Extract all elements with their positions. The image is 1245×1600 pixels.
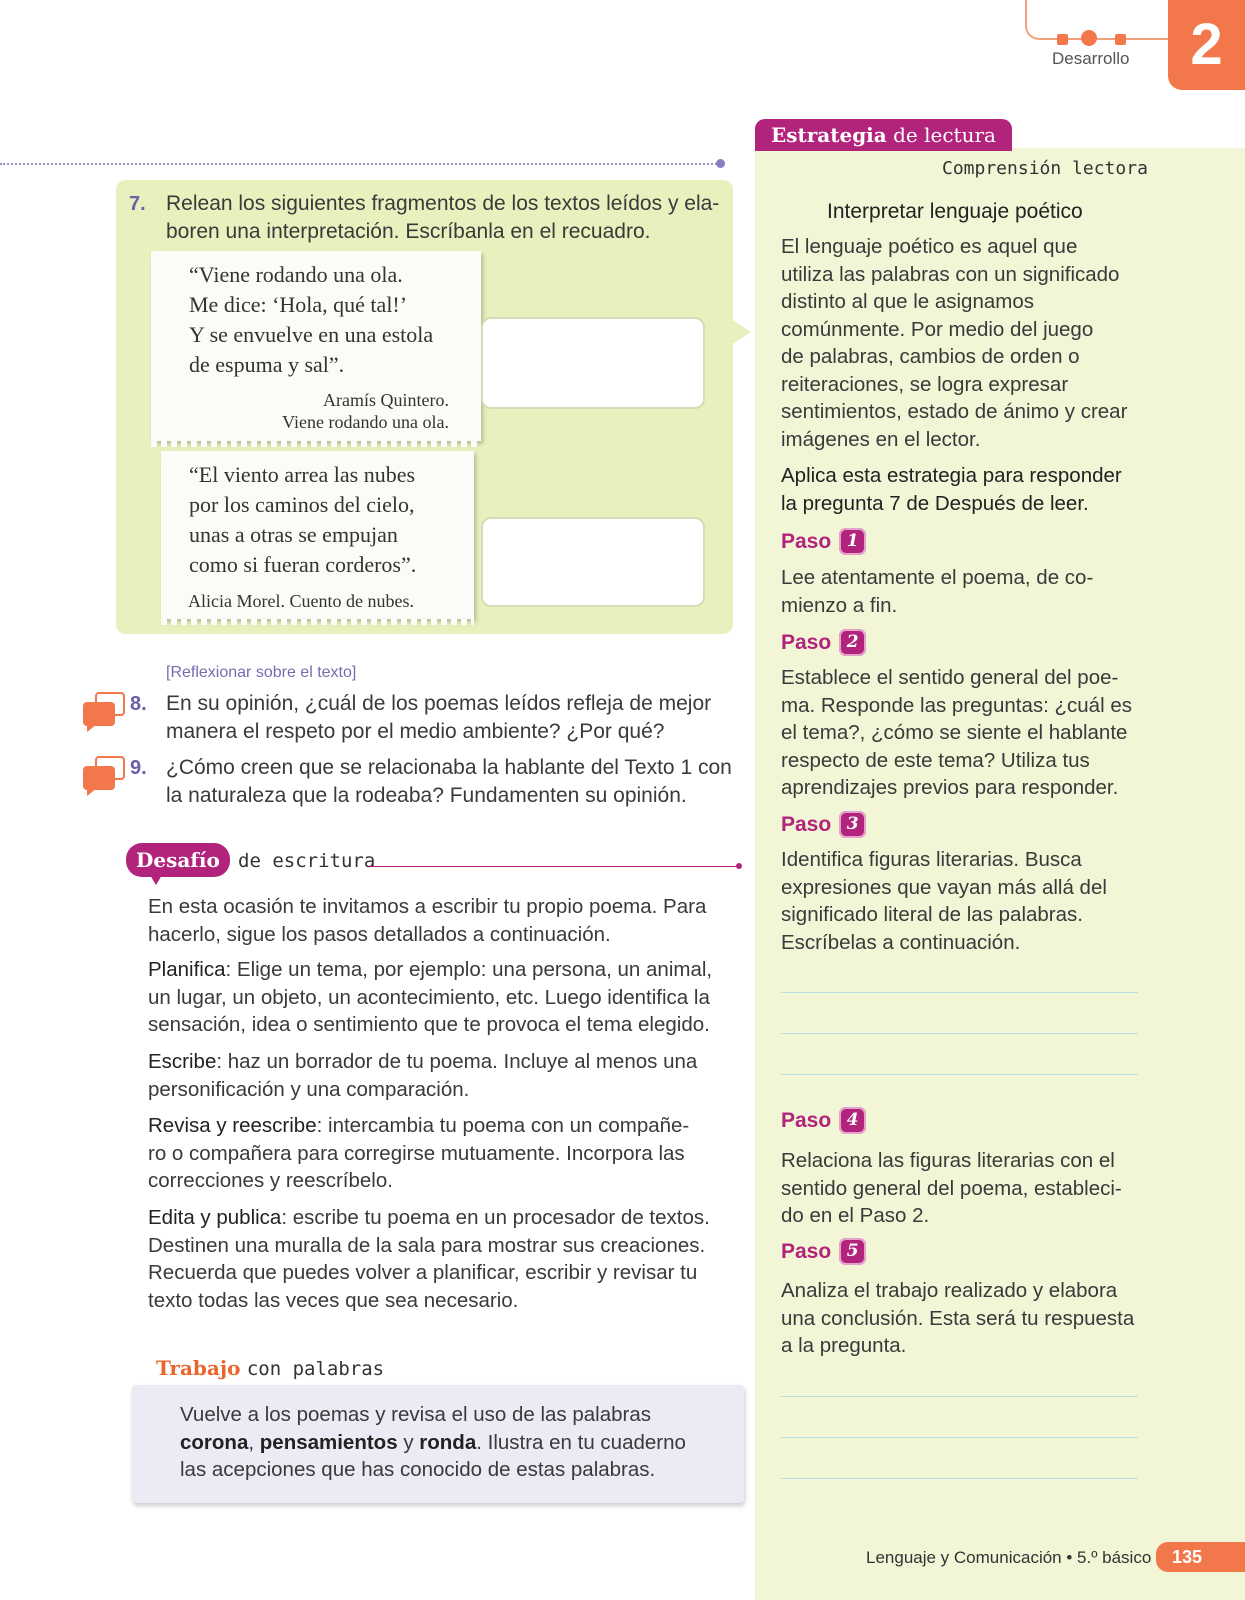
trabajo-text <box>180 1401 720 1484</box>
text-line: reiteraciones, se logra expresar <box>781 372 1069 396</box>
text-line: mienzo a fin. <box>781 593 898 617</box>
bubble-front <box>83 766 115 790</box>
separator: y <box>397 1430 420 1454</box>
step-keyword: Escribe <box>148 1050 217 1073</box>
interpretation-answer-box-1[interactable] <box>481 317 705 409</box>
text-line: El lenguaje poético es aquel que <box>781 235 1078 258</box>
strategy-apply <box>781 462 1141 517</box>
poem-line: unas a otras se empujan <box>189 522 398 547</box>
step-text: : Elige un tema, por ejemplo: una persona, un animal, <box>225 958 713 981</box>
desafio-intro <box>148 893 738 948</box>
strategy-title: Interpretar lenguaje poético <box>827 200 1083 223</box>
text-line: expresiones que vayan más allá del <box>781 875 1107 899</box>
text-line: un lugar, un objeto, un acontecimiento, etc. Luego identifica la <box>148 985 710 1009</box>
text-line: de palabras, cambios de orden o <box>781 345 1080 368</box>
text-line: ¿Cómo creen que se relacionaba la hablante del Texto 1 con <box>166 756 732 779</box>
trabajo-title <box>156 1356 384 1380</box>
strategy-intro <box>781 233 1141 453</box>
page-number: 135 <box>1156 1542 1245 1572</box>
paso-5-heading <box>781 1238 866 1265</box>
text-line: hacerlo, sigue los pasos detallados a continuación. <box>148 922 611 946</box>
text-line: texto todas las veces que sea necesario. <box>148 1288 519 1312</box>
question-7-prompt <box>166 190 719 245</box>
box-pointer <box>733 320 751 344</box>
text-line: Relaciona las figuras literarias con el <box>781 1149 1115 1172</box>
poem-source-title: Viene rodando una ola. <box>282 412 449 432</box>
paso-number-badge: 5 <box>839 1238 866 1265</box>
text-line: Establece el sentido general del poe- <box>781 666 1119 689</box>
text-line: distinto al que le asignamos <box>781 290 1034 313</box>
step-text: : escribe tu poema en un procesador de textos. <box>281 1206 710 1229</box>
text-line: aprendizajes previos para responder. <box>781 776 1119 799</box>
paso-3-heading <box>781 811 866 838</box>
desafio-tab-tail <box>150 875 162 885</box>
paso-number-badge: 1 <box>839 528 866 555</box>
text-line: ma. Responde las preguntas: ¿cuál es <box>781 693 1132 717</box>
desafio-escribe <box>148 1048 738 1103</box>
poem-line: “Viene rodando una ola. <box>189 262 403 287</box>
text-line: Aplica esta estrategia para responder <box>781 464 1122 487</box>
text-line: Vuelve a los poemas y revisa el uso de las palabras <box>180 1403 651 1426</box>
text-line: En su opinión, ¿cuál de los poemas leídos refleja de mejor <box>166 692 712 715</box>
writing-line[interactable] <box>781 1478 1138 1479</box>
trabajo-title-bold: Trabajo <box>156 1356 241 1380</box>
poem-line: como si fueran corderos”. <box>189 552 417 577</box>
paso-label: Paso <box>781 630 832 654</box>
step-keyword: Planifica <box>148 958 226 981</box>
paso-label: Paso <box>781 529 832 553</box>
paso-5-text <box>781 1277 1141 1360</box>
paso-number-badge: 2 <box>839 629 866 656</box>
torn-edge <box>161 619 474 625</box>
step-keyword: Edita y publica <box>148 1206 282 1229</box>
text-line: Relean los siguientes fragmentos de los textos leídos y ela- <box>166 192 720 215</box>
strategy-tab-rest: de lectura <box>893 123 996 147</box>
writing-line[interactable] <box>781 1437 1138 1438</box>
text-line <box>148 1048 738 1076</box>
torn-edge <box>151 441 481 447</box>
text-fragment: . Ilustra en tu cuaderno <box>476 1430 686 1454</box>
paso-2-heading <box>781 629 866 656</box>
text-line: ro o compañera para corregirse mutuamente. Incorpora las <box>148 1141 685 1165</box>
desafio-rule-end-dot <box>736 863 742 869</box>
text-line <box>148 1112 738 1140</box>
question-number: 7. <box>129 193 146 215</box>
text-line: imágenes en el lector. <box>781 427 981 451</box>
poem-line: Y se envuelve en una estola <box>189 322 434 347</box>
writing-line[interactable] <box>781 992 1138 993</box>
text-line: En esta ocasión te invitamos a escribir tu propio poema. Para <box>148 895 707 918</box>
discussion-bubble-icon <box>83 692 127 732</box>
poem-line: Me dice: ‘Hola, qué tal!’ <box>189 292 408 317</box>
text-line <box>148 956 738 984</box>
divider-end-dot <box>716 159 725 168</box>
header-dot <box>1081 30 1097 46</box>
poem-line: por los caminos del cielo, <box>189 492 415 517</box>
text-line: la pregunta 7 de Después de leer. <box>781 491 1089 515</box>
writing-line[interactable] <box>781 1396 1138 1397</box>
text-line: boren una interpretación. Escríbanla en el recuadro. <box>166 219 651 243</box>
desafio-planifica <box>148 956 738 1039</box>
question-number: 8. <box>130 693 147 715</box>
text-line: Escríbelas a continuación. <box>781 930 1021 954</box>
header-dot <box>1115 34 1126 45</box>
keyword: ronda <box>419 1430 477 1454</box>
paso-label: Paso <box>781 1239 832 1263</box>
text-line: do en el Paso 2. <box>781 1204 930 1227</box>
bubble-tail <box>87 788 97 796</box>
text-line: Analiza el trabajo realizado y elabora <box>781 1279 1118 1302</box>
paso-2-text <box>781 664 1141 802</box>
text-line <box>148 1204 738 1232</box>
text-line: las acepciones que has conocido de estas palabras. <box>180 1458 656 1481</box>
poem-line: “El viento arrea las nubes <box>189 462 416 487</box>
text-line: la naturaleza que la rodeaba? Fundamenten su opinión. <box>166 783 687 807</box>
writing-line[interactable] <box>781 1033 1138 1034</box>
reflect-section-label: [Reflexionar sobre el texto] <box>166 664 357 681</box>
discussion-bubble-icon <box>83 756 127 796</box>
text-line: comúnmente. Por medio del juego <box>781 317 1094 341</box>
bubble-tail <box>87 724 97 732</box>
text-line: respecto de este tema? Utiliza tus <box>781 748 1090 772</box>
text-line <box>180 1429 720 1457</box>
section-label: Desarrollo <box>1052 49 1130 68</box>
text-line: significado literal de las palabras. <box>781 903 1083 926</box>
desafio-edita <box>148 1204 738 1314</box>
strategy-tab-bold: Estrategia <box>771 123 887 147</box>
writing-line[interactable] <box>781 1074 1138 1075</box>
poem-source: Alicia Morel. Cuento de nubes. <box>188 591 414 611</box>
paso-label: Paso <box>781 1108 832 1132</box>
question-8-text <box>166 690 711 745</box>
text-line: una conclusión. Esta será tu respuesta <box>781 1306 1135 1330</box>
text-line: el tema?, ¿cómo se siente el hablante <box>781 721 1128 744</box>
step-text: : intercambia tu poema con un compañe- <box>316 1114 690 1137</box>
trabajo-title-rest: con palabras <box>246 1358 385 1380</box>
poem-1-card <box>151 251 481 441</box>
poem-source-author: Aramís Quintero. <box>323 390 449 410</box>
paso-3-text <box>781 846 1141 956</box>
text-line: personificación y una comparación. <box>148 1077 470 1101</box>
text-line: Recuerda que puedes volver a planificar, escribir y revisar tu <box>148 1261 698 1284</box>
poem-line: de espuma y sal”. <box>189 352 345 377</box>
text-line: correcciones y reescríbelo. <box>148 1169 393 1192</box>
keyword: corona <box>180 1430 249 1454</box>
text-line: sentimientos, estado de ánimo y crear <box>781 400 1128 423</box>
question-9-text <box>166 754 732 809</box>
step-keyword: Revisa y reescribe <box>148 1114 317 1137</box>
paso-4-text <box>781 1147 1141 1230</box>
unit-number-tab: 2 <box>1168 0 1245 90</box>
text-line: sensación, idea o sentimiento que te provoca el tema elegido. <box>148 1013 710 1036</box>
header-dot <box>1057 34 1068 45</box>
strategy-subtitle: Comprensión lectora <box>942 158 1148 179</box>
paso-label: Paso <box>781 812 832 836</box>
desafio-revisa <box>148 1112 738 1195</box>
text-line: sentido general del poema, estableci- <box>781 1176 1122 1200</box>
text-line: Destinen una muralla de la sala para mostrar sus creaciones. <box>148 1233 706 1257</box>
desafio-title-rest: de escritura <box>238 850 376 872</box>
step-text: : haz un borrador de tu poema. Incluye al menos una <box>216 1050 698 1073</box>
desafio-tab: Desafío <box>126 843 230 877</box>
paso-1-text <box>781 564 1141 619</box>
question-number: 9. <box>130 757 147 779</box>
separator: , <box>248 1430 260 1454</box>
paso-1-heading <box>781 528 866 555</box>
interpretation-answer-box-2[interactable] <box>481 517 705 607</box>
desafio-rule <box>369 866 739 867</box>
dotted-divider <box>0 163 720 165</box>
text-line: utiliza las palabras con un significado <box>781 262 1120 286</box>
paso-4-heading <box>781 1107 866 1134</box>
strategy-tab <box>755 119 1012 151</box>
text-line: manera el respeto por el medio ambiente? ¿Por qué? <box>166 719 665 743</box>
header-decoration <box>1025 0 1175 40</box>
footer-book-title: Lenguaje y Comunicación • 5.º básico <box>866 1548 1152 1567</box>
poem-2-card <box>161 451 474 619</box>
paso-number-badge: 4 <box>839 1107 866 1134</box>
bubble-front <box>83 702 115 726</box>
text-line: a la pregunta. <box>781 1334 907 1357</box>
text-line: Lee atentamente el poema, de co- <box>781 566 1094 589</box>
text-line: Identifica figuras literarias. Busca <box>781 848 1082 871</box>
keyword: pensamientos <box>259 1430 398 1454</box>
paso-number-badge: 3 <box>839 811 866 838</box>
